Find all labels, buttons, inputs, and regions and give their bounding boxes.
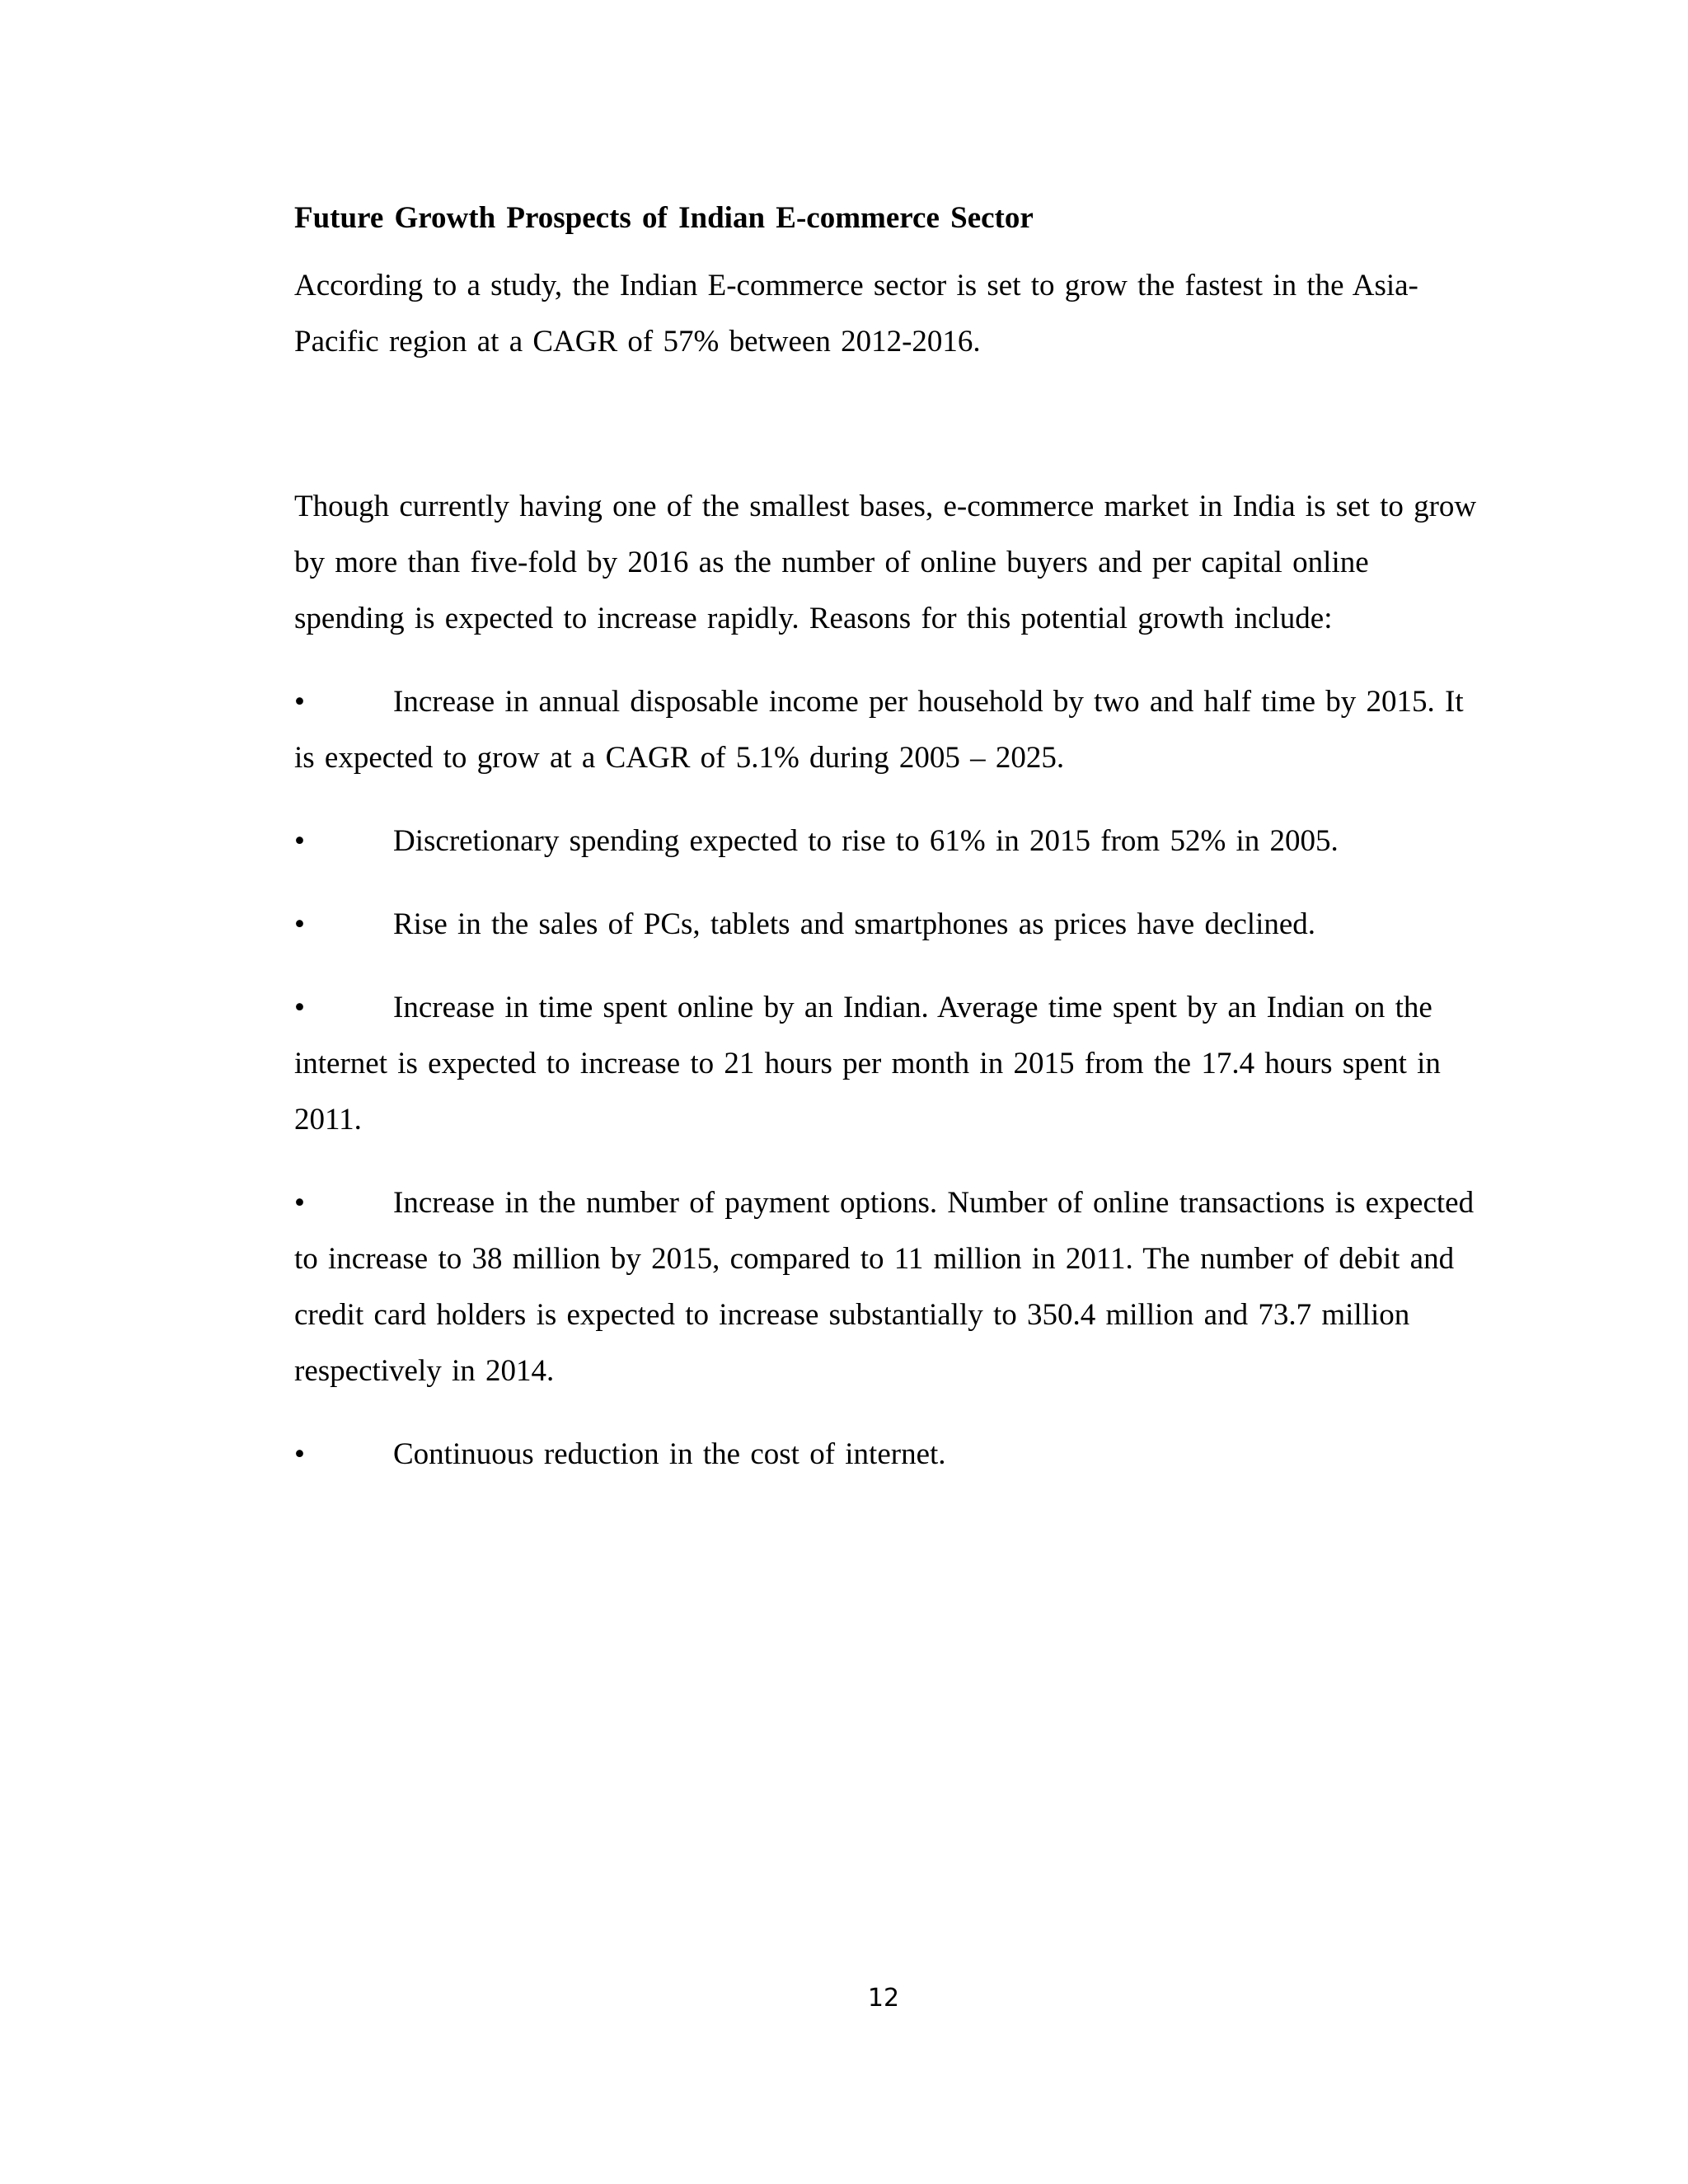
paragraph-spacer — [294, 1399, 1481, 1427]
bullet-icon: • — [294, 1186, 305, 1220]
bullet-item-device-sales — [294, 897, 1481, 953]
paragraph-spacer — [294, 1148, 1481, 1175]
bullet-item-payment-options — [294, 1175, 1481, 1399]
bullet-item-discretionary-spending — [294, 813, 1481, 869]
bullet-item-internet-cost — [294, 1427, 1481, 1483]
bullet-icon: • — [294, 824, 305, 858]
bullet-item-time-online — [294, 980, 1481, 1148]
bullet-text: Increase in annual disposable income per household by two and half time by 2015. It is expected to grow at a CAGR of 5.1% during 2005 – 2025. — [294, 685, 1464, 775]
paragraph-spacer — [294, 786, 1481, 813]
bullet-text: Continuous reduction in the cost of internet. — [393, 1437, 946, 1471]
paragraph-spacer — [294, 647, 1481, 674]
paragraph-spacer — [294, 370, 1481, 479]
bullet-icon: • — [294, 1437, 305, 1471]
bullet-text: Increase in time spent online by an Indian. Average time spent by an Indian on the internet is expected to increase to 21 hours per month in 2015 from the 17.4 hours spent in 2011. — [294, 991, 1441, 1137]
section-heading: Future Growth Prospects of Indian E-commerce Sector — [294, 201, 1034, 235]
bullet-icon: • — [294, 991, 305, 1024]
paragraph-spacer — [294, 869, 1481, 897]
bullet-text: Rise in the sales of PCs, tablets and smartphones as prices have declined. — [393, 907, 1316, 941]
bullet-item-disposable-income — [294, 674, 1481, 786]
intro-paragraph: According to a study, the Indian E-commerce sector is set to grow the fastest in the Asia-Pacific region at a CAGR of 57% between 2012-2016. — [294, 269, 1418, 359]
document-body — [294, 194, 1481, 1483]
paragraph-spacer — [294, 953, 1481, 980]
growth-paragraph: Though currently having one of the smallest bases, e-commerce market in India is set to grow by more than five-fold by 2016 as the number of online buyers and per capital online spending is expected to increase rapidly. Reasons for this potential growth include: — [294, 490, 1477, 635]
bullet-text: Increase in the number of payment options. Number of online transactions is expected to increase to 38 million by 2015, compared to 11 million in 2011. The number of debit and credit card holders is expected to increase substantially to 350.4 million and 73.7 million respectively in 2014. — [294, 1186, 1475, 1388]
bullet-text: Discretionary spending expected to rise to 61% in 2015 from 52% in 2005. — [393, 824, 1339, 858]
bullet-icon: • — [294, 685, 305, 719]
page-number: 12 — [867, 1984, 900, 2013]
bullet-icon: • — [294, 907, 305, 941]
